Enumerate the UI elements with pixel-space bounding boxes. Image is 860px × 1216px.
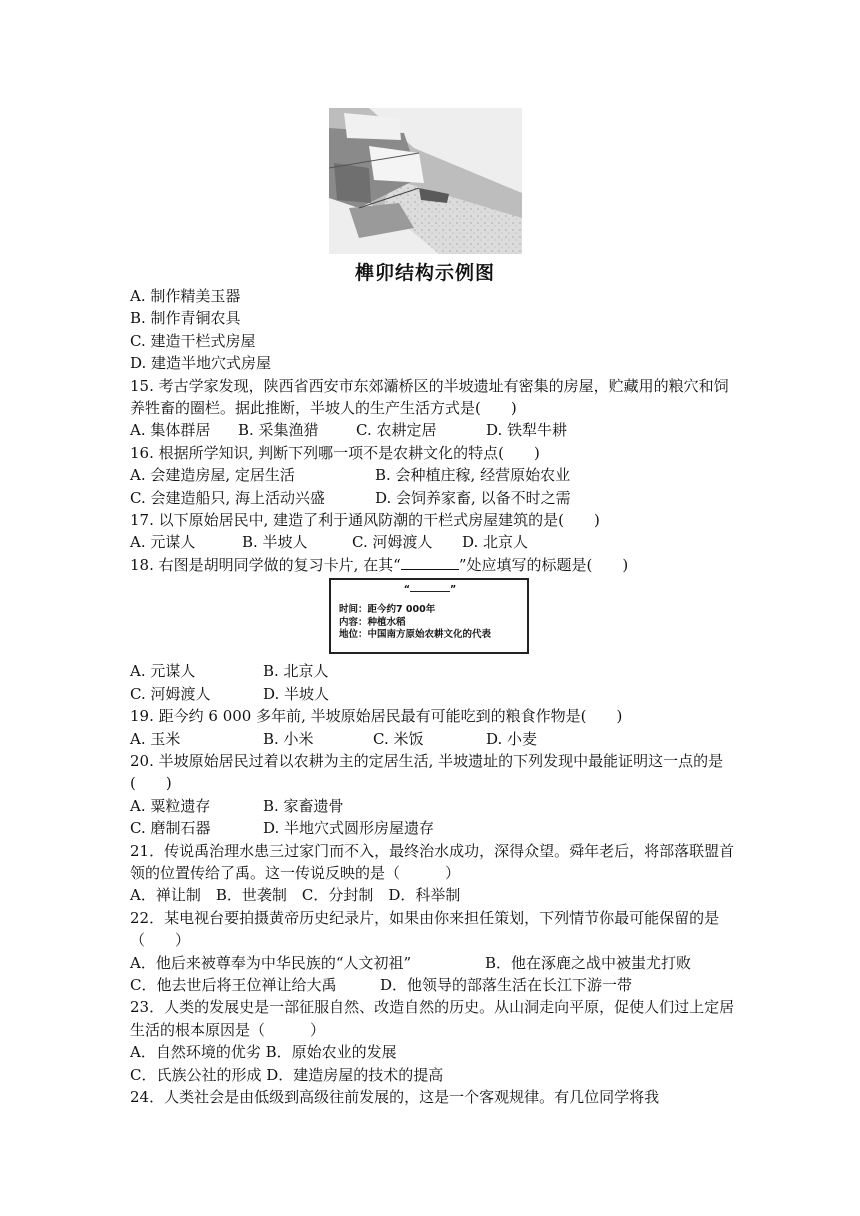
q22-stem: 22．某电视台要拍摄黄帝历史纪录片，如果由你来担任策划，下列情节你最可能保留的是（ ） [130,908,720,950]
q22-option-c: C．他去世后将王位禅让给大禹 [130,975,337,994]
figure-caption: 榫卯结构示例图 [354,262,495,284]
card-time: 时间：距今约7 000年 [339,604,436,616]
q15-stem: 15. 考古学家发现，陕西省西安市东郊灞桥区的半坡遗址有密集的房屋，贮藏用的粮穴和饲养牲畜的圈栏。据此推断，半坡人的生产生活方式是( ) [130,376,729,418]
q18-option-c: C. 河姆渡人 [130,684,211,703]
q16-option-a: A. 会建造房屋, 定居生活 [130,466,295,485]
q17-option-a: A. 元谋人 [130,533,196,552]
q17-option-b: B. 半坡人 [242,533,308,552]
q23-options-cd: C．氏族公社的形成 D．建造房屋的技术的提高 [130,1065,444,1084]
q20-option-b: B. 家畜遗骨 [263,796,344,815]
q15-option-a: A. 集体群居 [130,421,211,440]
q18-blank [401,555,459,570]
q17-option-d: D. 北京人 [462,533,529,552]
q18-stem: 18. 右图是胡明同学做的复习卡片, 在其“ ”处应填写的标题是( ) [130,555,629,574]
q23-options-ab: A．自然环境的优劣 B．原始农业的发展 [130,1043,397,1062]
mortise-tenon-photo [329,108,522,254]
q16-stem: 16. 根据所学知识, 判断下列哪一项不是农耕文化的特点( ) [130,443,540,462]
q20-stem: 20. 半坡原始居民过着以农耕为主的定居生活, 半坡遗址的下列发现中最能证明这一点的是( ) [130,751,724,793]
q15-options [130,419,735,441]
q16-option-d: D. 会饲养家畜, 以备不时之需 [375,488,571,507]
q14-option-d: D. 建造半地穴式房屋 [130,354,272,373]
q15-option-d: D. 铁犁牛耕 [486,421,568,440]
q14-option-c: C. 建造干栏式房屋 [130,331,256,350]
q16-option-b: B. 会种植庄稼, 经营原始农业 [375,466,571,485]
q19-option-a: A. 玉米 [130,729,181,748]
q15-option-c: C. 农耕定居 [356,421,437,440]
card-status: 地位：中国南方原始农耕文化的代表 [339,629,492,641]
q22-option-b: B．他在涿鹿之战中被蚩尤打败 [485,953,692,972]
q24-stem: 24．人类社会是由低级到高级往前发展的，这是一个客观规律。有几位同学将我 [130,1088,660,1106]
q18-option-b: B. 北京人 [263,662,329,681]
q19-option-c: C. 米饭 [373,729,424,748]
q19-stem: 19. 距今约 6 000 多年前, 半坡原始居民最有可能吃到的粮食作物是( ) [130,707,623,726]
q21-stem: 21．传说禹治理水患三过家门而不入，最终治水成功，深得众望。舜年老后，将部落联盟首领的位置传给了禹。这一传说反映的是（ ） [130,841,735,882]
q17-stem: 17. 以下原始居民中, 建造了利于通风防潮的干栏式房屋建筑的是( ) [130,511,600,530]
q14-option-a: A. 制作精美玉器 [130,287,241,305]
review-card [329,578,529,654]
q20-option-a: A. 粟粒遗存 [130,796,211,815]
q19-option-b: B. 小米 [263,729,314,748]
q20-option-d: D. 半地穴式圆形房屋遗存 [263,819,435,838]
q21-options: A．禅让制 B．世袭制 C．分封制 D．科举制 [130,886,461,905]
card-content: 内容：种植水稻 [339,616,406,628]
q18-option-a: A. 元谋人 [130,662,196,681]
q14-option-b: B. 制作青铜农具 [130,309,241,328]
review-card-title: “ ” [403,584,457,596]
q22-option-d: D．他领导的部落生活在长江下游一带 [380,975,633,994]
q18-option-d: D. 半坡人 [263,684,330,703]
q19-option-d: D. 小麦 [486,729,538,748]
q20-option-c: C. 磨制石器 [130,819,211,838]
q22-option-a: A．他后来被尊奉为中华民族的“人文初祖” [130,953,412,972]
q15-option-b: B. 采集渔猎 [238,421,319,440]
q17-option-c: C. 河姆渡人 [352,533,433,552]
question-list [130,285,735,1108]
q23-stem: 23．人类的发展史是一部征服自然、改造自然的历史。从山洞走向平原，促使人们过上定居生活的根本原因是（ ） [130,998,735,1039]
q16-option-c: C. 会建造船只, 海上活动兴盛 [130,488,326,507]
